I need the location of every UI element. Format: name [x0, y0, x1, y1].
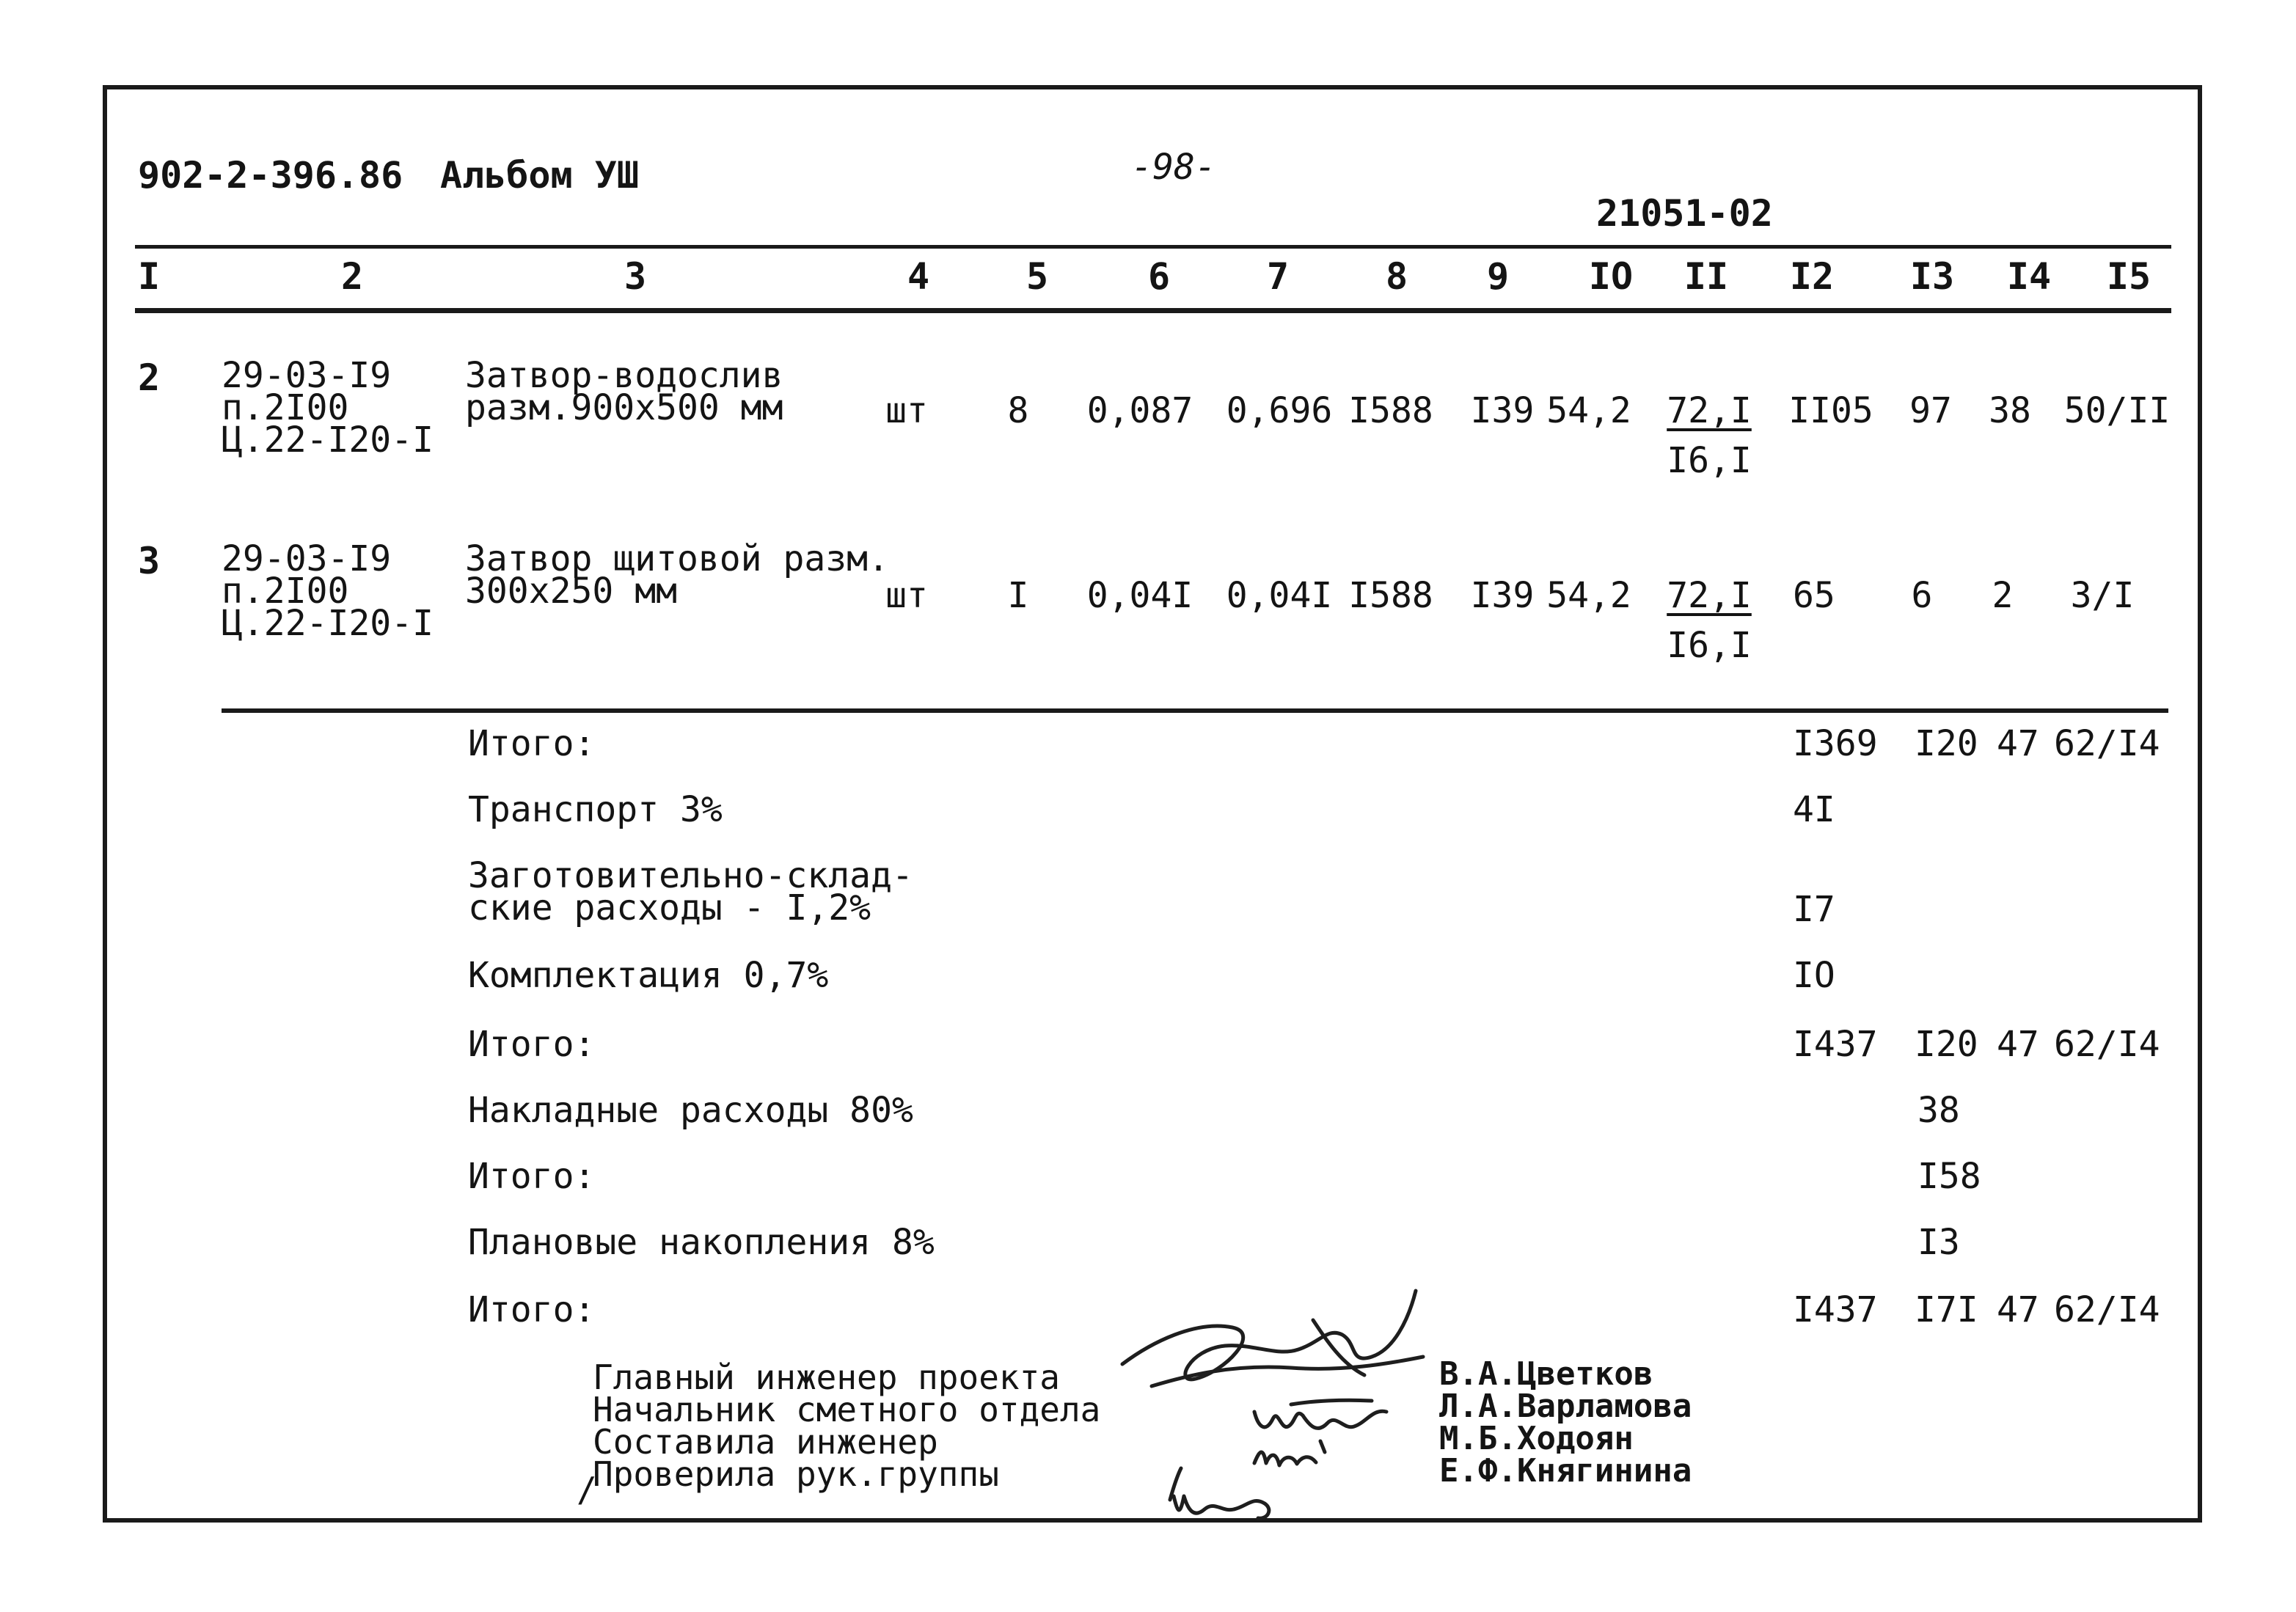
summary-col-12: I437 [1793, 1024, 1878, 1065]
col-header-5: 5 [1025, 255, 1049, 298]
col-header-11: II [1683, 255, 1729, 298]
summary-col-14: 47 [1997, 1289, 2039, 1330]
col-header-14: I4 [2006, 255, 2052, 298]
signature-4-lead [1170, 1468, 1181, 1500]
summary-col-13: 38 [1917, 1090, 1960, 1131]
signature-3-tick [1320, 1441, 1325, 1452]
signature-2-bar [1291, 1400, 1372, 1404]
header-rule-bottom [135, 308, 2171, 313]
header-rule-top [135, 245, 2171, 249]
summary-col-13: I58 [1917, 1156, 1981, 1197]
col-header-7: 7 [1266, 255, 1290, 298]
summary-label: Комплектация 0,7% [468, 955, 829, 996]
summary-col-15: 62/I4 [2054, 723, 2160, 764]
signature-3-stroke [1254, 1452, 1316, 1465]
col-header-8: 8 [1385, 255, 1408, 298]
row-col-6: 0,087 [1086, 390, 1193, 431]
col-header-12: I2 [1789, 255, 1835, 298]
summary-col-12: 4I [1793, 789, 1835, 830]
row-number: 2 [138, 356, 161, 399]
row-col-13: 97 [1909, 390, 1952, 431]
summary-col-13: I20 [1915, 1024, 1978, 1065]
project-code: 902-2-396.86 [138, 154, 403, 197]
row-code: 29-03-I9 п.2I00 Ц.22-I20-I [222, 355, 434, 461]
row-unit: шт [885, 575, 928, 616]
page-number: -98- [1131, 147, 1216, 188]
row-col-6: 0,04I [1086, 575, 1193, 616]
row-col-7: 0,696 [1226, 390, 1333, 431]
row-col-11-bottom: I6,I [1667, 625, 1752, 666]
row-col-9: I39 [1470, 390, 1535, 431]
row-col-10: 54,2 [1546, 575, 1631, 616]
col-header-3: 3 [624, 255, 647, 298]
summary-label: Итого: [468, 723, 596, 764]
summary-label: Накладные расходы 80% [468, 1090, 913, 1131]
col-header-13: I3 [1909, 255, 1955, 298]
summary-label: Итого: [468, 1156, 596, 1197]
row-col-14: 2 [1992, 575, 2014, 616]
row-col-11-top: 72,I [1667, 390, 1752, 431]
row-col-12: II05 [1788, 390, 1873, 431]
row-unit: шт [885, 390, 928, 431]
summary-label: Плановые накопления 8% [468, 1222, 935, 1263]
signature-4-stroke [1174, 1496, 1269, 1518]
name-khodoyan: М.Б.Ходоян [1439, 1420, 1634, 1457]
row-col-8: I588 [1348, 575, 1433, 616]
signature-2-stroke [1254, 1411, 1386, 1428]
row-col-15: 50/II [2063, 390, 2171, 431]
col-header-1: I [138, 255, 161, 298]
inventory-number: 21051-02 [1596, 192, 1773, 235]
summary-col-13: I20 [1915, 723, 1978, 764]
summary-col-14: 47 [1997, 1024, 2039, 1065]
summary-col-14: 47 [1997, 723, 2039, 764]
handwritten-signatures [1108, 1276, 1445, 1525]
row-qty: 8 [1007, 390, 1029, 431]
row-qty: I [1007, 575, 1029, 616]
row-col-8: I588 [1348, 390, 1433, 431]
row-col-11-bottom: I6,I [1667, 440, 1752, 481]
row-col-12: 65 [1793, 575, 1835, 616]
row-col-10: 54,2 [1546, 390, 1631, 431]
position-head-estimates: Начальник сметного отдела [593, 1390, 1101, 1429]
position-group-lead: Проверила рук.группы [593, 1454, 999, 1494]
col-header-9: 9 [1486, 255, 1510, 298]
summary-label: Транспорт 3% [468, 789, 723, 830]
summary-col-15: 62/I4 [2054, 1289, 2160, 1330]
slash-mark: / [577, 1470, 597, 1509]
row-code: 29-03-I9 п.2I00 Ц.22-I20-I [222, 538, 434, 644]
row-col-14: 38 [1989, 390, 2031, 431]
summary-label: Заготовительно-склад- ские расходы - I,2% [468, 855, 913, 928]
summary-col-12: I437 [1793, 1289, 1878, 1330]
album-name: Альбом УШ [440, 154, 639, 197]
summary-label: Итого: [468, 1024, 596, 1065]
col-header-4: 4 [907, 255, 930, 298]
row-col-13: 6 [1911, 575, 1933, 616]
position-engineer: Составила инженер [593, 1422, 938, 1462]
col-header-15: I5 [2106, 255, 2151, 298]
row-number: 3 [138, 540, 161, 582]
summary-label: Итого: [468, 1289, 596, 1330]
name-varlamova: Л.А.Варламова [1439, 1388, 1692, 1425]
row-col-7: 0,04I [1226, 575, 1333, 616]
summary-col-13: I7I [1915, 1289, 1978, 1330]
col-header-6: 6 [1147, 255, 1171, 298]
position-chief-engineer: Главный инженер проекта [593, 1358, 1060, 1397]
row-col-11-top: 72,I [1667, 575, 1752, 616]
name-tsvetkov: В.А.Цветков [1439, 1355, 1653, 1393]
row-col-9: I39 [1470, 575, 1535, 616]
row-name: Затвор-водослив разм.900х500 мм [465, 355, 783, 428]
name-knyaginina: Е.Ф.Княгинина [1439, 1452, 1692, 1490]
col-header-10: IO [1588, 255, 1634, 298]
summary-col-12: I369 [1793, 723, 1878, 764]
row-col-15: 3/I [2070, 575, 2135, 616]
summary-col-13: I3 [1917, 1222, 1960, 1263]
summary-col-15: 62/I4 [2054, 1024, 2160, 1065]
items-rule [222, 708, 2168, 713]
summary-col-12: I7 [1793, 889, 1835, 930]
row-name: Затвор щитовой разм. 300х250 мм [465, 538, 889, 612]
summary-col-12: IO [1793, 955, 1835, 996]
col-header-2: 2 [340, 255, 364, 298]
